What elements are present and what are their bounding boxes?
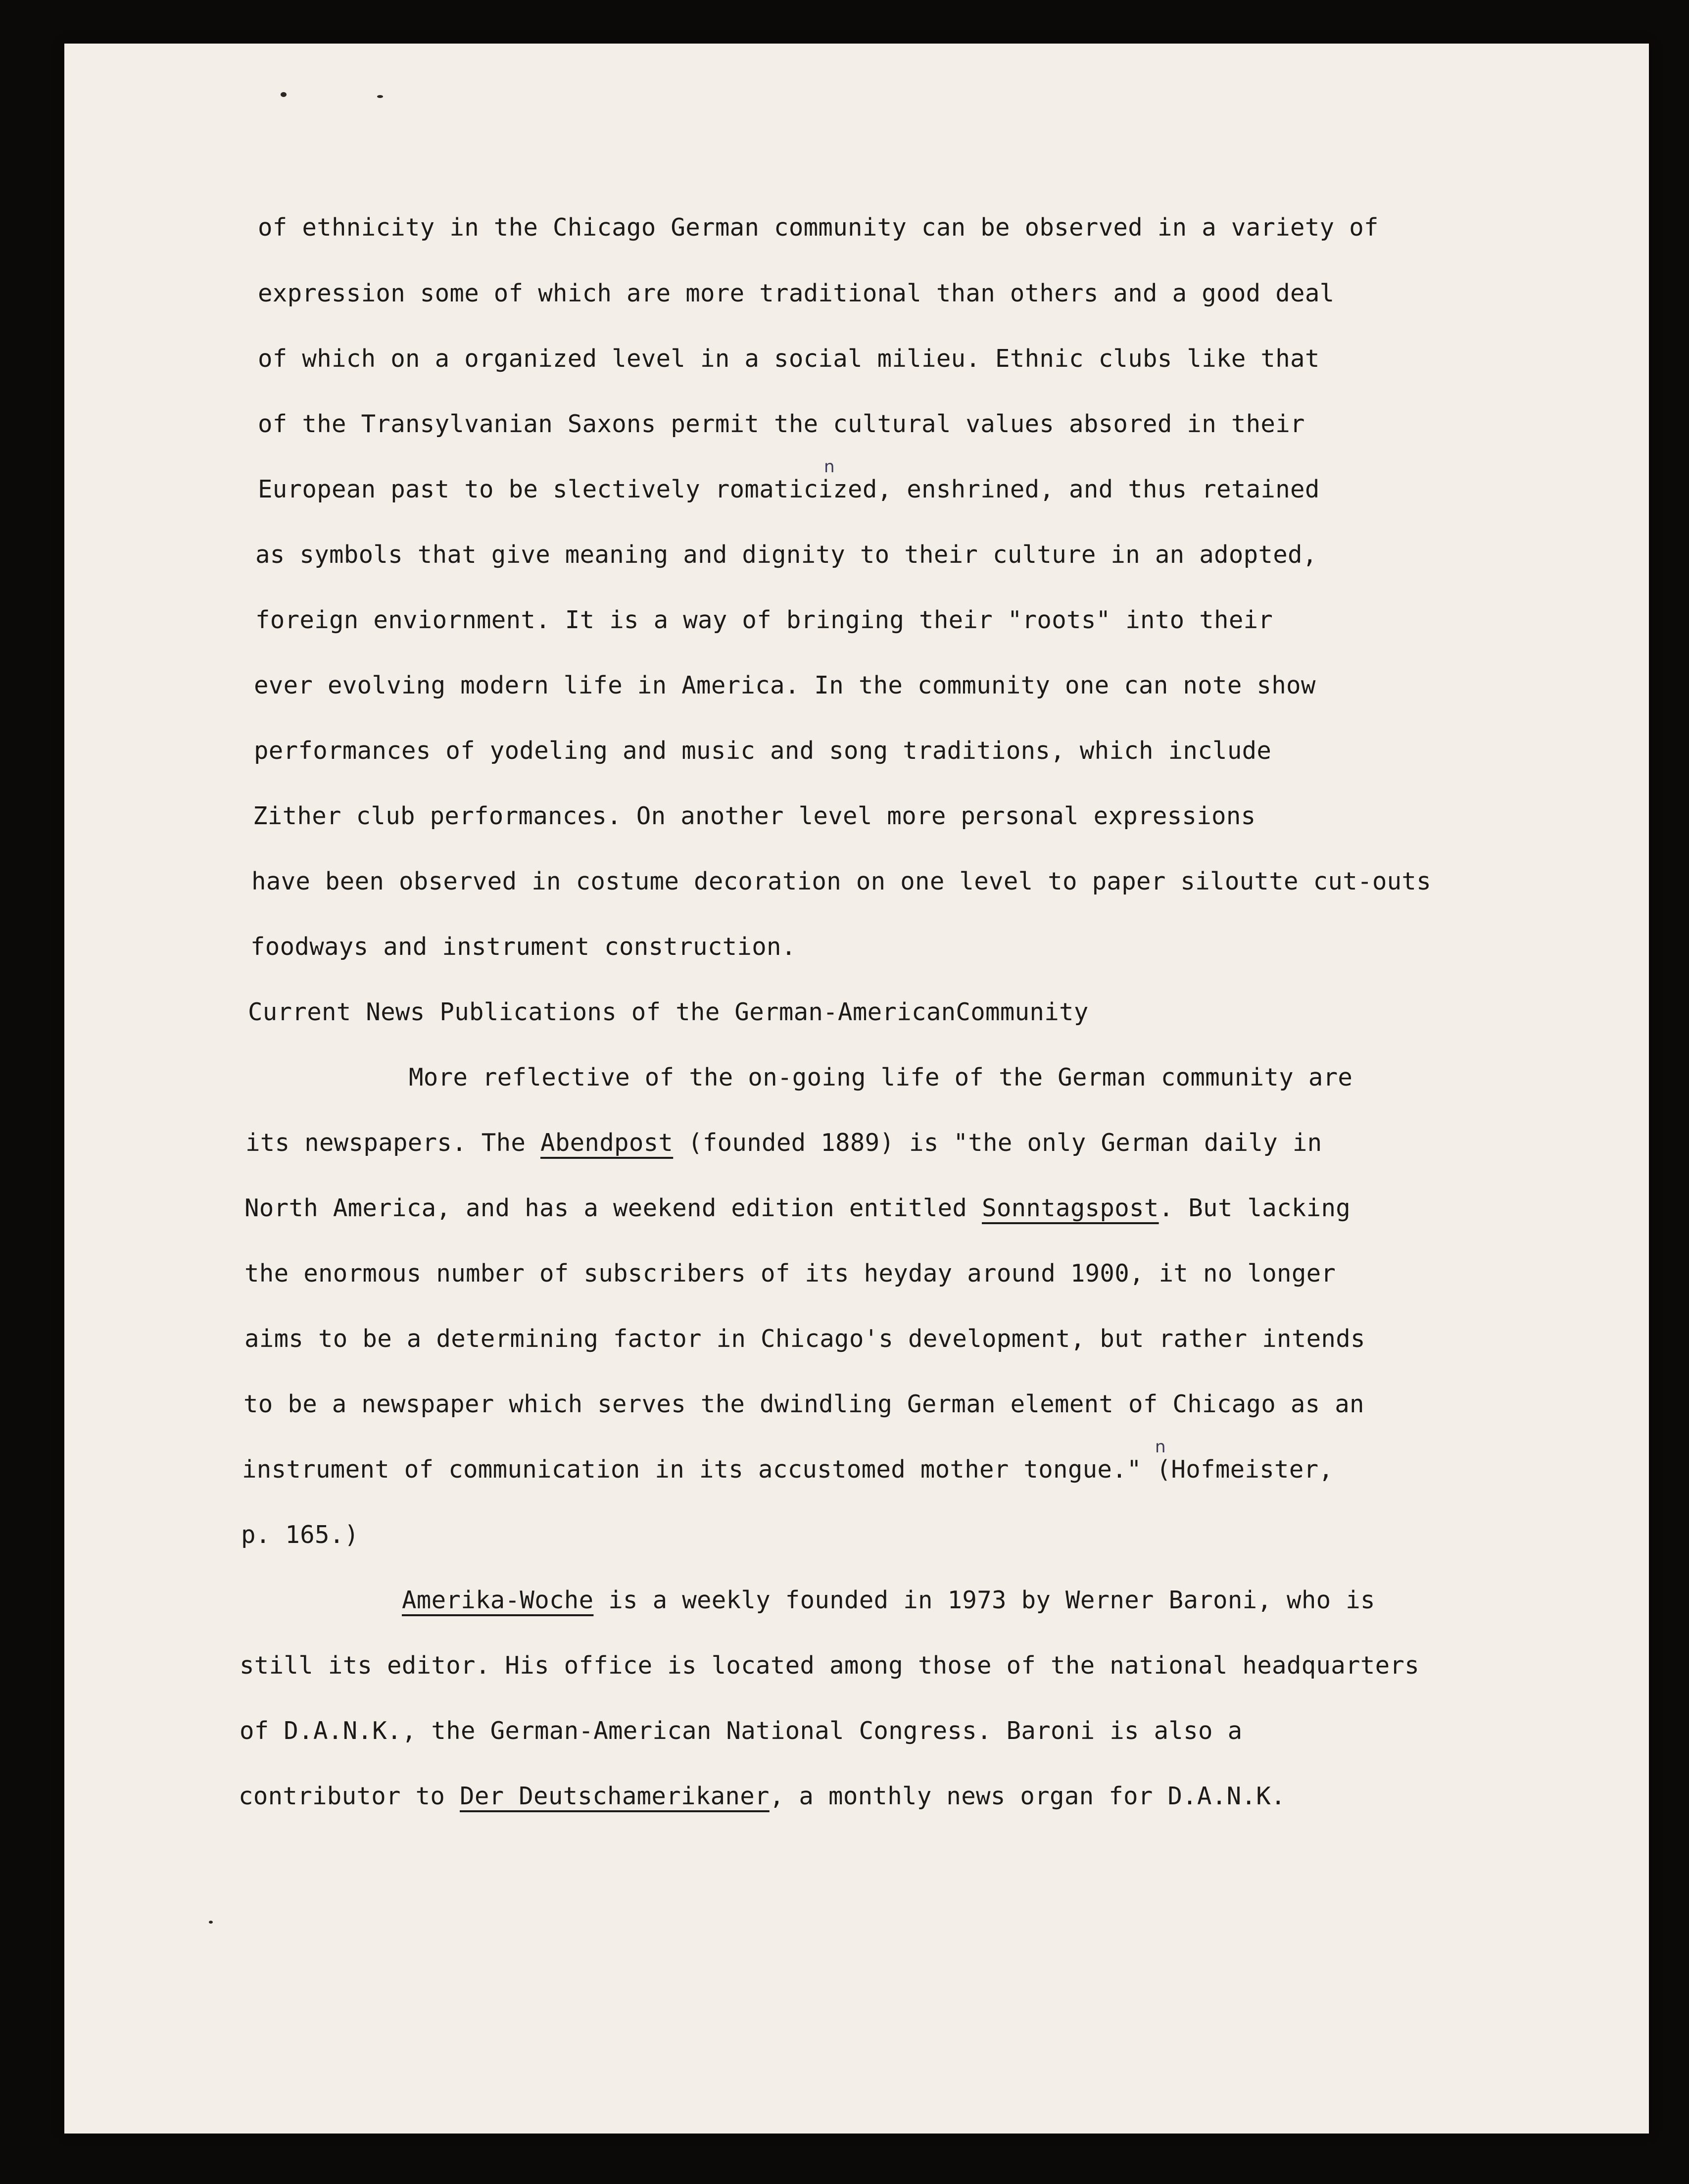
text-line: p. 165.) <box>241 1521 359 1549</box>
text-line: instrument of communication in its accustomed mother tongue." (Hofmeister, <box>242 1455 1334 1484</box>
text-line: to be a newspaper which serves the dwindling German element of Chicago as an <box>243 1390 1364 1418</box>
text-line: ever evolving modern life in America. In the community one can note show <box>254 671 1316 699</box>
stray-dash-mark <box>377 95 383 98</box>
text-line: expression some of which are more traditional than others and a good deal <box>258 279 1335 307</box>
text-line <box>245 1131 1322 1155</box>
publication-title-abendpost: Abendpost <box>540 1129 674 1157</box>
text-line: of ethnicity in the Chicago German community can be observed in a variety of <box>258 213 1379 242</box>
text-line <box>402 1588 1375 1612</box>
handwritten-correction: n <box>1155 1437 1166 1457</box>
text-line <box>244 1196 1351 1220</box>
text-segment: contributor to <box>239 1782 460 1810</box>
stray-dot-mark <box>281 92 287 97</box>
text-line: foreign enviornment. It is a way of bringing their "roots" into their <box>255 606 1273 634</box>
text-segment: (founded 1889) is "the only German daily in <box>673 1129 1322 1157</box>
document-page <box>64 44 1649 2134</box>
text-line: the enormous number of subscribers of its heyday around 1900, it no longer <box>244 1259 1336 1288</box>
text-segment: its newspapers. The <box>245 1129 541 1157</box>
text-line: More reflective of the on-going life of the German community are <box>409 1063 1353 1092</box>
publication-title-sonntagspost: Sonntagspost <box>982 1194 1159 1222</box>
text-line: of the Transylvanian Saxons permit the cultural values absored in their <box>258 410 1305 438</box>
text-segment: North America, and has a weekend edition entitled <box>244 1194 982 1222</box>
text-line: aims to be a determining factor in Chicago's development, but rather intends <box>244 1325 1365 1353</box>
stray-mark <box>209 1921 213 1924</box>
section-heading: Current News Publications of the German-AmericanCommunity <box>248 998 1089 1026</box>
text-segment: is a weekly founded in 1973 by Werner Baroni, who is <box>593 1586 1375 1614</box>
text-line: still its editor. His office is located among those of the national headquarters <box>240 1651 1420 1680</box>
text-line: Zither club performances. On another level more personal expressions <box>253 802 1256 830</box>
text-line: foodways and instrument construction. <box>250 933 796 961</box>
text-line: of D.A.N.K., the German-American National Congress. Baroni is also a <box>240 1717 1243 1745</box>
handwritten-correction: n <box>824 457 835 477</box>
text-line: as symbols that give meaning and dignity to their culture in an adopted, <box>255 541 1317 569</box>
publication-title-amerika-woche: Amerika-Woche <box>402 1586 594 1614</box>
publication-title-der-deutschamerikaner: Der Deutschamerikaner <box>460 1782 770 1810</box>
text-line: European past to be slectively romaticized, enshrined, and thus retained <box>258 475 1320 503</box>
text-segment: , a monthly news organ for D.A.N.K. <box>769 1782 1286 1810</box>
text-line <box>239 1784 1286 1808</box>
text-line: have been observed in costume decoration on one level to paper siloutte cut-outs <box>251 867 1432 895</box>
text-line: performances of yodeling and music and song traditions, which include <box>254 737 1272 765</box>
text-segment: . But lacking <box>1158 1194 1351 1222</box>
text-line: of which on a organized level in a social milieu. Ethnic clubs like that <box>258 345 1320 373</box>
